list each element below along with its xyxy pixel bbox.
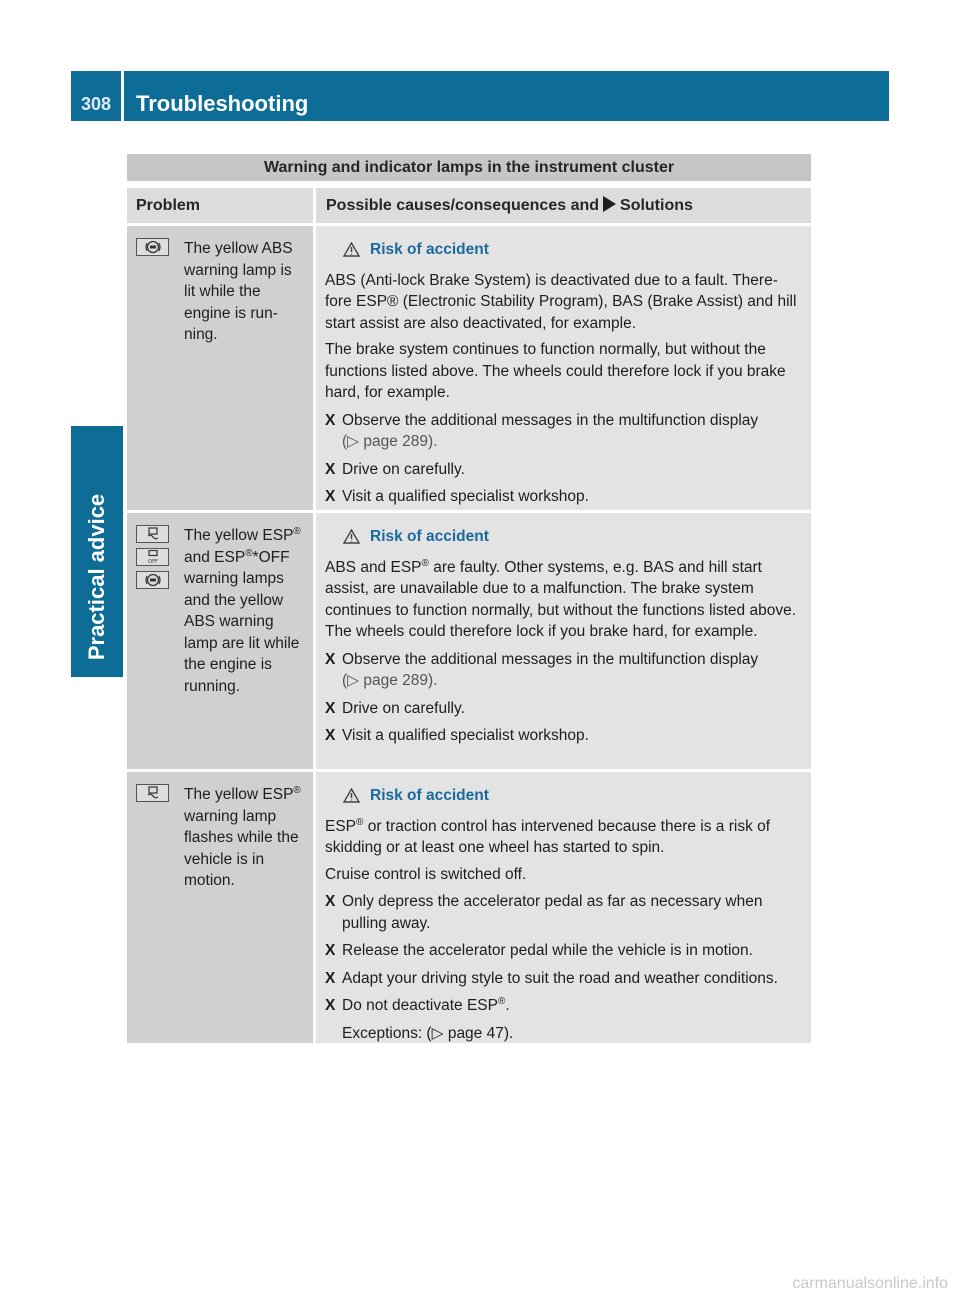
col-header-problem: Problem xyxy=(136,197,201,214)
warning-triangle-icon xyxy=(343,788,360,803)
risk-label: Risk of accident xyxy=(370,787,489,804)
list-item: X Visit a qualified specialist workshop. xyxy=(325,727,589,744)
risk-heading xyxy=(343,239,805,261)
problem-line: The yellow ESP® xyxy=(184,525,301,544)
abs-icon xyxy=(136,571,169,589)
table-row xyxy=(127,223,811,510)
list-item: X Observe the additional messages in the multifunction display (▷ page 289). xyxy=(325,411,759,450)
problem-line: vehicle is in xyxy=(184,850,265,868)
list-item: X Release the accelerator pedal while the vehicle is in motion. xyxy=(325,942,753,959)
problem-cell xyxy=(127,513,313,769)
problem-line: The yellow ABS xyxy=(184,240,293,257)
section-title: Troubleshooting xyxy=(136,91,309,116)
esp-off-icon xyxy=(136,548,169,566)
paragraph: Cruise control is switched off. xyxy=(325,865,527,883)
col-header-solutions-b: Solutions xyxy=(620,197,693,214)
risk-label: Risk of accident xyxy=(370,528,489,545)
page-reference[interactable]: Exceptions: (▷ page 47). xyxy=(342,1024,514,1042)
risk-label: Risk of accident xyxy=(370,241,489,258)
problem-line: warning lamps xyxy=(184,570,284,587)
list-item: X Drive on carefully. xyxy=(325,699,465,717)
list-item: X Drive on carefully. xyxy=(325,460,465,478)
abs-icon xyxy=(136,238,169,256)
esp-icon xyxy=(136,784,169,802)
side-tab-label: Practical advice xyxy=(84,493,109,661)
warning-triangle-icon xyxy=(343,529,360,544)
table-header xyxy=(127,188,811,223)
problem-line: The yellow ESP® xyxy=(184,784,301,803)
table-row xyxy=(127,510,811,769)
table-title: Warning and indicator lamps in the instrument cluster xyxy=(127,154,811,181)
solution-cell xyxy=(313,772,811,1043)
paragraph: ABS (Anti-lock Brake System) is deactivated due to a fault. There- fore ESP® (Electronic Stability Program), BAS (Brake Assist) and hill start assist are also deactivated, for example. xyxy=(325,271,797,332)
problem-line: motion. xyxy=(184,872,235,889)
problem-line: flashes while the xyxy=(184,829,299,846)
solution-cell xyxy=(313,513,811,769)
problem-line: ning. xyxy=(184,326,218,343)
problem-line: and ESP®*OFF xyxy=(184,547,290,566)
page-reference[interactable]: (▷ page 289). xyxy=(342,433,438,450)
problem-text xyxy=(184,238,309,500)
problem-text xyxy=(184,784,309,1033)
list-item: X Observe the additional messages in the multifunction display (▷ page 289). xyxy=(325,650,759,689)
risk-heading xyxy=(343,526,805,548)
problem-cell xyxy=(127,772,313,1043)
warning-triangle-icon xyxy=(343,242,360,257)
problem-line: lit while the xyxy=(184,283,261,300)
warning-lamps-table xyxy=(127,154,811,1043)
problem-line: lamp are lit while xyxy=(184,634,300,652)
problem-line: the engine is xyxy=(184,656,272,673)
page-reference[interactable]: (▷ page 289). xyxy=(342,672,438,689)
problem-line: engine is run- xyxy=(184,304,278,322)
problem-line: warning lamp xyxy=(184,807,277,825)
risk-heading xyxy=(343,785,805,807)
problem-line: running. xyxy=(184,677,241,695)
problem-line: warning lamp is xyxy=(184,261,292,279)
page-header xyxy=(71,71,889,121)
problem-line: and the yellow xyxy=(184,591,284,609)
list-item: X Adapt your driving style to suit the road and weather conditions. xyxy=(325,969,778,987)
solution-cell xyxy=(313,226,811,510)
paragraph: The brake system continues to function normally, but without the functions listed above. The wheels could therefore lock if you brake hard, for example. xyxy=(325,341,786,401)
problem-text xyxy=(184,525,309,759)
watermark: carmanualsonline.info xyxy=(792,1275,948,1292)
list-item: X Only depress the accelerator pedal as far as necessary when pulling away. xyxy=(325,893,763,932)
exceptions-note xyxy=(325,1023,805,1045)
page-number: 308 xyxy=(71,71,124,121)
table-row xyxy=(127,769,811,1043)
side-tab-label-wrap xyxy=(71,484,123,670)
col-header-solutions xyxy=(313,188,811,223)
paragraph: ABS and ESP® are faulty. Other systems, e.g. BAS and hill start assist, are unavailable due to a malfunction. The brake system continues to function normally, but without the functions listed above. The wheels could therefore lock if you brake hard, for example. xyxy=(325,557,797,640)
list-item: X Do not deactivate ESP®. xyxy=(325,995,510,1014)
problem-cell xyxy=(127,226,313,510)
svg-text:OFF: OFF xyxy=(147,559,158,564)
col-header-solutions-a: Possible causes/consequences and xyxy=(326,197,600,214)
problem-line: ABS warning xyxy=(184,613,274,630)
arrow-icon xyxy=(603,196,616,212)
list-item: X Visit a qualified specialist workshop. xyxy=(325,488,589,505)
esp-icon xyxy=(136,525,169,543)
paragraph: ESP® or traction control has intervened because there is a risk of skidding or at least one wheel has started to spin. xyxy=(325,816,771,856)
